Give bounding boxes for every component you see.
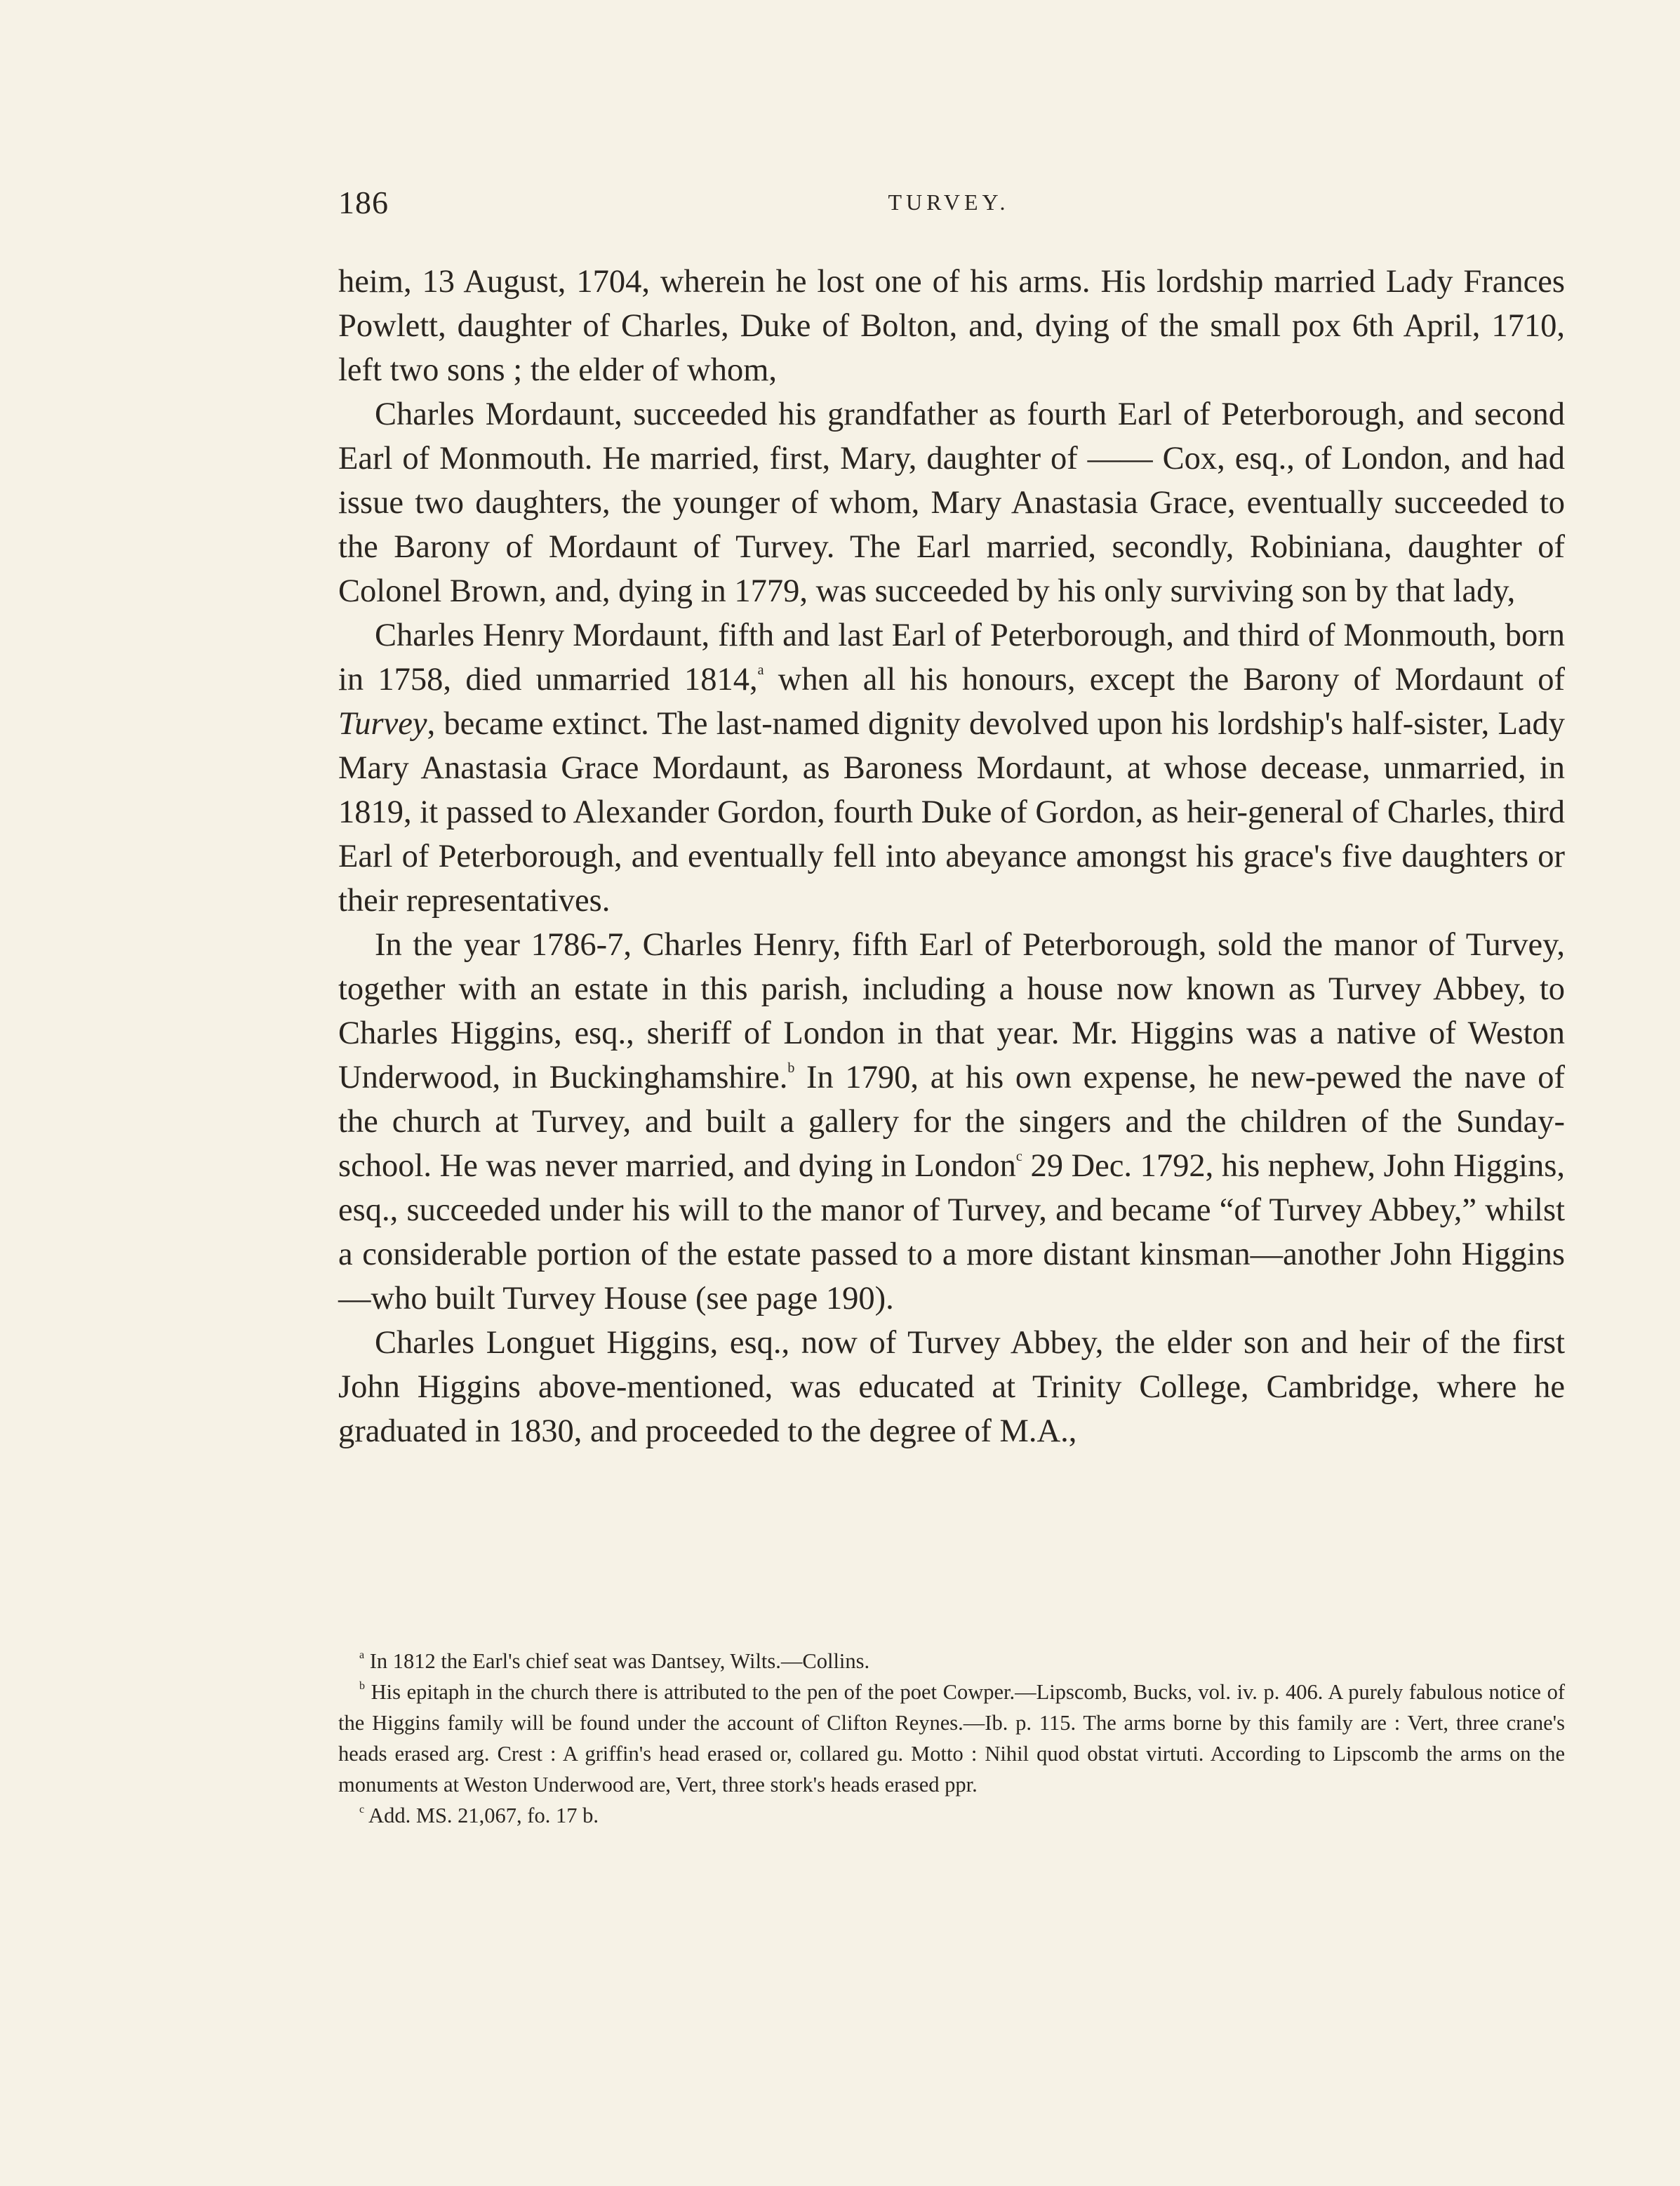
footnote-b-text: His epitaph in the church there is attributed to the pen of the poet Cowper.—Lipscomb, Bucks, vol. iv. p. 406. A purely fabulous notice of the Higgins family will be found under the account of Clifton Reynes.—Ib. p. 115. The arms borne by this family are : Vert, three crane's heads erased arg. Crest : A griffin's head erased or, collared gu. Motto : Nihil quod obstat virtuti. According to Lipscomb the arms on the monuments at Weston Underwood are, Vert, three stork's heads erased ppr. [338, 1680, 1565, 1797]
footnote-c [338, 1800, 1565, 1831]
paragraph-1: heim, 13 August, 1704, wherein he lost one of his arms. His lordship married Lady Frances Powlett, daughter of Charles, Duke of Bolton, and, dying of the small pox 6th April, 1710, left two sons ; the elder of whom, [338, 264, 1565, 388]
paragraph-4-text-c: 29 Dec. 1792, his nephew, John Higgins, esq., succeeded under his will to the manor of Turvey, and became “of Turvey Abbey,” whilst a considerable portion of the estate passed to a more distant kinsman—another John Higgins—who built Turvey House (see page 190). [338, 1148, 1566, 1317]
page-header [338, 184, 1559, 226]
footnote-ref-a: a [757, 662, 764, 678]
footnote-a-text: In 1812 the Earl's chief seat was Dantsey, Wilts.—Collins. [364, 1649, 870, 1673]
footnotes [338, 1646, 1565, 1831]
footnote-mark-c: c [359, 1804, 365, 1815]
footnote-ref-b: b [787, 1060, 795, 1076]
paragraph-5: Charles Longuet Higgins, esq., now of Turvey Abbey, the elder son and heir of the first John Higgins above-mentioned, was educated at Trinity College, Cambridge, where he graduated in 1830, and proceeded to the degree of M.A., [338, 1325, 1565, 1449]
paragraph-2: Charles Mordaunt, succeeded his grandfather as fourth Earl of Peterborough, and second Earl of Monmouth. He married, first, Mary, daughter of —— Cox, esq., of London, and had issue two daughters, the younger of whom, Mary Anastasia Grace, eventually succeeded to the Barony of Mordaunt of Turvey. The Earl married, secondly, Robiniana, daughter of Colonel Brown, and, dying in 1779, was succeeded by his only surviving son by that lady, [338, 396, 1565, 609]
paragraph-3-text-b: when all his honours, except the Barony of Mordaunt of [764, 662, 1565, 698]
footnote-ref-c: c [1015, 1149, 1022, 1164]
paragraph-4-text-b: In 1790, at his own expense, he new-pewed the nave of the church at Turvey, and built a gallery for the singers and the children of the Sunday-school. He was never married, and dying in London [338, 1060, 1565, 1184]
footnote-c-text: Add. MS. 21,067, fo. 17 b. [364, 1804, 599, 1827]
paragraph-3-italic: Turvey [338, 706, 427, 742]
footnote-mark-a: a [359, 1649, 365, 1661]
footnote-b [338, 1677, 1565, 1800]
footnote-a [338, 1646, 1565, 1677]
paragraph-3 [338, 613, 1565, 923]
page-number: 186 [338, 185, 389, 220]
main-text [338, 260, 1565, 1453]
running-title: TURVEY. [888, 189, 1010, 215]
paragraph-3-text-c: , became extinct. The last-named dignity devolved upon his lordship's half-sister, Lady Mary Anastasia Grace Mordaunt, as Baroness Mordaunt, at whose decease, unmarried, in 1819, it passed to Alexander Gordon, fourth Duke of Gordon, as heir-general of Charles, third Earl of Peterborough, and eventually fell into abeyance amongst his grace's five daughters or their representatives. [338, 706, 1565, 919]
paragraph-4-text-a: In the year 1786-7, Charles Henry, fifth Earl of Peterborough, sold the manor of Turvey, together with an estate in this parish, including a house now known as Turvey Abbey, to Charles Higgins, esq., sheriff of London in that year. Mr. Higgins was a native of Weston Underwood, in Buckinghamshire. [338, 927, 1565, 1095]
footnote-mark-b: b [359, 1680, 365, 1692]
paragraph-4 [338, 923, 1565, 1321]
paragraph-3-text-a: Charles Henry Mordaunt, fifth and last Earl of Peterborough, and third of Monmouth, born in 1758, died unmarried 1814, [338, 618, 1565, 698]
